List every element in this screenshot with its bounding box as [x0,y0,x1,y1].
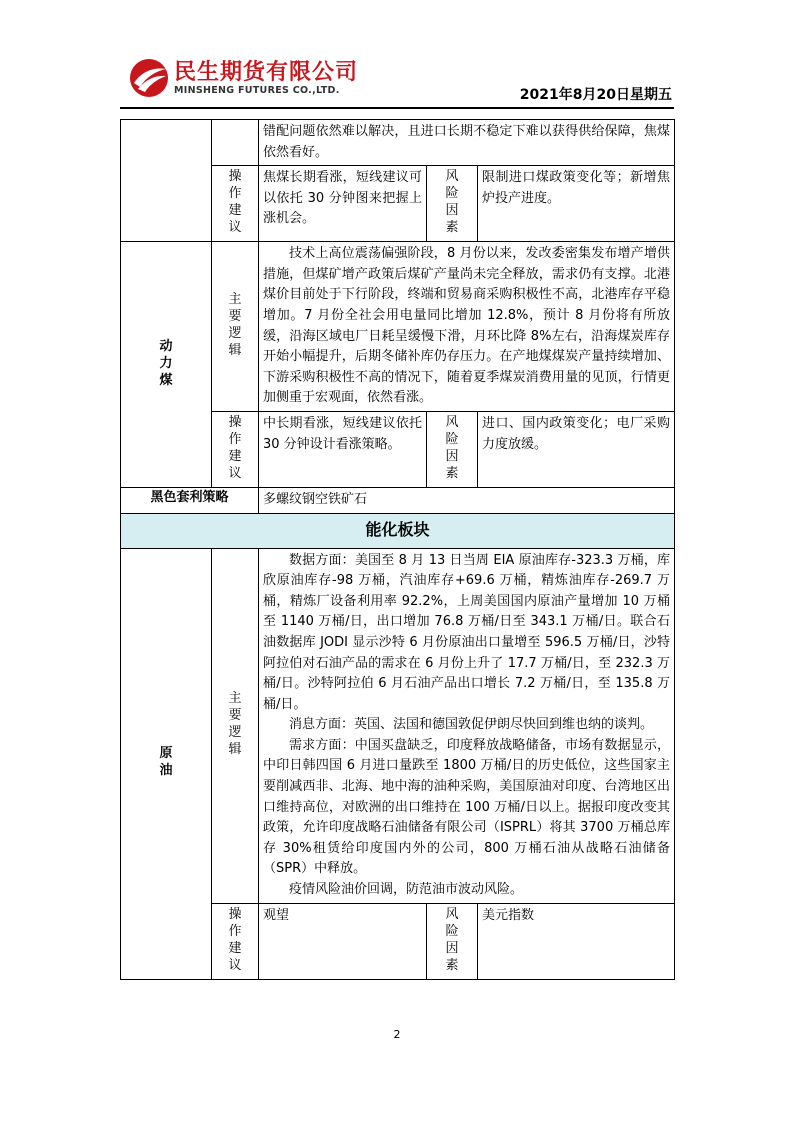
coking-risk-text: 限制进口煤政策变化等；新增焦炉投产进度。 [478,166,675,242]
crude-risk-label: 风险因素 [427,903,478,979]
crude-data-paragraph: 数据方面：美国至 8 月 13 日当周 EIA 原油库存-323.3 万桶，库欣原油库存-98 万桶，汽油库存+69.6 万桶，精炼油库存-269.7 万桶，精炼厂设备利用率 92.2%，上周美国国内原油产量增加 10 万桶至 1140 万桶/日，出口增加 76.8 万桶/日至 343.1 万桶/日。联合石油数据库 JODI 显示沙特 6 月份原油出口量增至 596.5 万桶/日，沙特阿拉伯对石油产品的需求在 6 月份上升了 17.7 万桶/日，至 232.3 万桶/日。沙特阿拉伯 6 月石油产品出口增长 7.2 万桶/日，至 135.8 万桶/日。 [263,552,671,712]
strategy-table [120,119,675,980]
header-divider [120,107,674,109]
thermal-op-label: 操作建议 [212,411,259,487]
coking-op-label: 操作建议 [212,166,259,242]
coking-op-text: 焦煤长期看涨，短线建议可以依托 30 分钟图来把握上涨机会。 [259,166,427,242]
crude-logic-label: 主要逻辑 [212,548,259,903]
energy-chem-section-row [121,513,675,548]
company-name-en: MINSHENG FUTURES CO.,LTD. [174,85,340,96]
coking-logic-text: 错配问题依然难以解决，且进口长期不稳定下难以获得供给保障，焦煤依然看好。 [259,120,675,166]
thermal-risk-label: 风险因素 [427,411,478,487]
thermal-op-text: 中长期看涨，短线建议依托 30 分钟设计看涨策略。 [259,411,427,487]
crude-op-text: 观望 [259,903,427,979]
crude-news-paragraph: 消息方面：英国、法国和德国敦促伊朗尽快回到维也纳的谈判。 [289,717,654,733]
coking-logic-row [121,120,675,166]
company-logo [128,55,368,105]
company-name-cn: 民生期货有限公司 [174,60,359,85]
arbitrage-row [121,487,675,513]
coking-risk-label: 风险因素 [427,166,478,242]
thermal-logic-row [121,242,675,412]
section-title: 能化板块 [121,513,675,548]
thermal-logic-text: 技术上高位震荡偏强阶段，8 月份以来，发改委密集发布增产增供措施，但煤矿增产政策后煤矿产量尚未完全释放，需求仍有支撑。北港煤价目前处于下行阶段，终端和贸易商采购积极性不高，北港库存平稳增加。7 月份全社会用电量同比增加 12.8%，预计 8 月份将有所放缓，沿海区域电厂日耗呈缓慢下滑，月环比降 8%左右，沿海煤炭库存开始小幅提升，后期冬储补库仍存压力。在产地煤煤炭产量持续增加、下游采购积极性不高的情况下，随着夏季煤炭消费用量的见顶，行情更加侧重于宏观面，依然看涨。 [259,242,675,412]
thermal-category: 动力煤 [121,242,212,488]
thermal-risk-text: 进口、国内政策变化；电厂采购力度放缓。 [478,411,675,487]
page-number: 2 [393,1028,401,1041]
arbitrage-label: 黑色套利策略 [121,487,259,513]
thermal-logic-label: 主要逻辑 [212,242,259,412]
arbitrage-text: 多螺纹钢空铁矿石 [259,487,675,513]
coking-category-cell [121,120,212,242]
crude-demand-paragraph: 需求方面：中国买盘缺乏，印度释放战略储备，市场有数据显示，中印日韩四国 6 月进口量跌至 1800 万桶/日的历史低位，这些国家主要削减西非、北海、地中海的油种采购，美国原油对印度、台湾地区出口维持高位，对欧洲的出口维持在 100 万桶/日以上。据报印度改变其政策，允许印度战略石油储备有限公司（ISPRL）将其 3700 万桶总库存 30%租赁给印度国内外的公司，800 万桶石油从战略石油储备（SPR）中释放。 [263,737,671,877]
report-date: 2021年8月20日星期五 [519,87,672,103]
crude-op-label: 操作建议 [212,903,259,979]
crude-category: 原油 [121,548,212,979]
crude-risk-text: 美元指数 [478,903,675,979]
coking-logic-label-cell [212,120,259,166]
crude-logic-cell [259,548,675,903]
swoosh-logo-icon [128,57,170,99]
crude-risk-paragraph: 疫情风险油价回调，防范油市波动风险。 [289,882,524,898]
crude-logic-row [121,548,675,903]
